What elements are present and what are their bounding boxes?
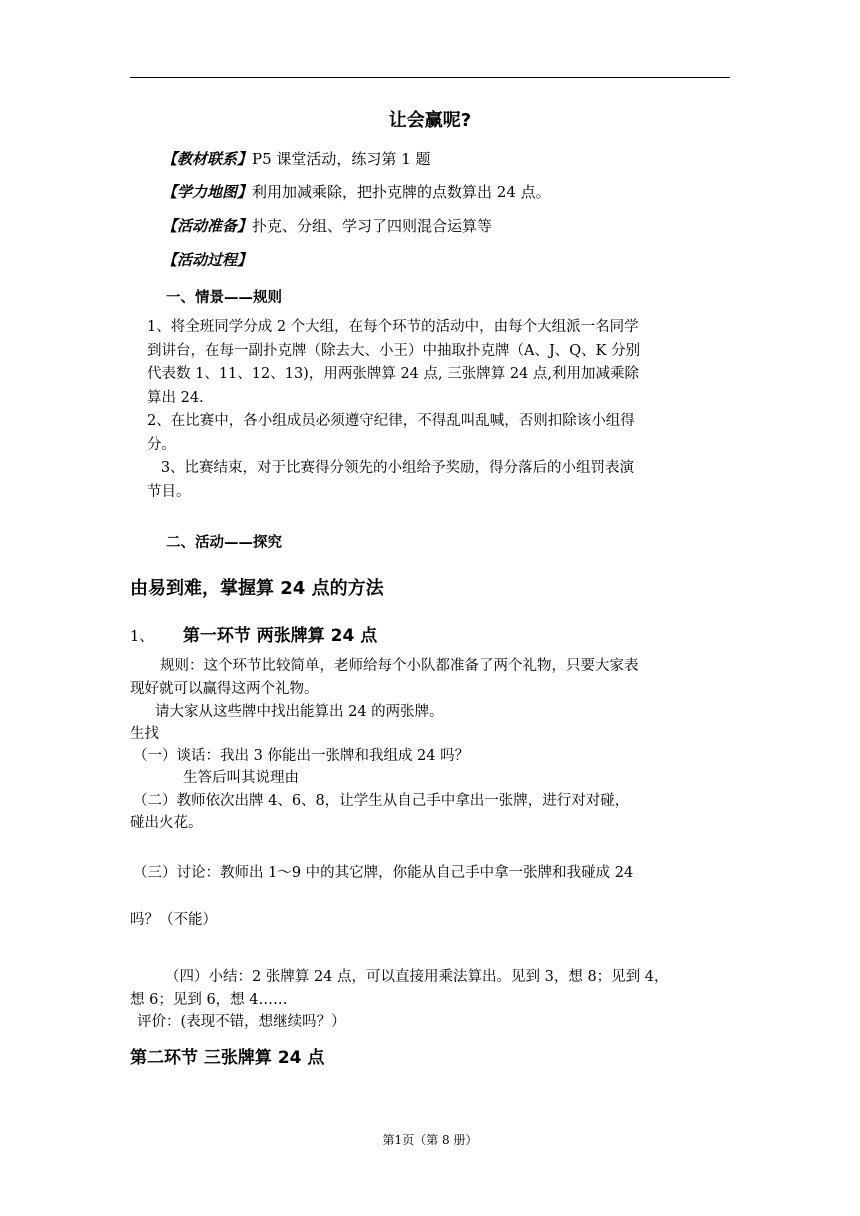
rule-1 <box>147 316 747 410</box>
meta-preparation <box>162 215 492 236</box>
step1-number: 1、 <box>130 629 154 645</box>
meta-process <box>162 249 252 270</box>
meta-tag: 【活动过程】 <box>162 251 253 269</box>
rule-3 <box>147 457 747 504</box>
step1-student-find: 生找 <box>130 726 159 742</box>
section2-subheading: 由易到难，掌握算 24 点的方法 <box>130 578 384 599</box>
rule-line: 代表数 1、11、12、13)，用两张牌算 24 点, 三张牌算 24 点,利用加减乘除 <box>147 366 640 382</box>
step1-summary-cont: 想 6；见到 6，想 4…… <box>130 992 288 1008</box>
meta-learning-map <box>162 181 551 202</box>
step1-talk: （一）谈话：我出 3 你能出一张牌和我组成 24 吗？ <box>133 748 470 764</box>
rule-2 <box>147 410 747 457</box>
meta-tag: 【活动准备】 <box>162 217 253 235</box>
meta-tag: 【学力地图】 <box>162 183 253 201</box>
step1-teacher-cards: （二）教师依次出牌 4、6、8，让学生从自己手中拿出一张牌，进行对对碰， <box>133 793 630 809</box>
page-footer: 第1页（第 8 册） <box>382 1133 478 1147</box>
rule-line: 分。 <box>147 436 176 453</box>
step2-title: 第二环节 三张牌算 24 点 <box>130 1048 325 1068</box>
meta-text: 扑克、分组、学习了四则混合运算等 <box>252 217 493 235</box>
rule-line: 节目。 <box>147 483 191 500</box>
rule-line: 到讲台，在每一副扑克牌（除去大、小王）中抽取扑克牌（A、J、Q、K 分别 <box>147 342 641 359</box>
meta-tag: 【教材联系】 <box>162 150 253 168</box>
meta-textbook-link <box>162 148 431 169</box>
section1-heading: 一、情景——规则 <box>166 290 282 306</box>
step1-talk-followup: 生答后叫其说理由 <box>183 770 299 786</box>
section2-heading: 二、活动——探究 <box>166 535 282 551</box>
meta-text: P5 课堂活动，练习第 1 题 <box>252 150 431 168</box>
header-rule <box>130 77 730 78</box>
step1-summary: （四）小结：2 张牌算 24 点，可以直接用乘法算出。见到 3，想 8；见到 4， <box>165 969 669 985</box>
step1-title: 第一环节 两张牌算 24 点 <box>182 626 378 646</box>
rule-line: 算出 24. <box>147 389 204 406</box>
meta-text: 利用加减乘除，把扑克牌的点数算出 24 点。 <box>252 183 551 201</box>
page-title: 让会赢呢? <box>388 110 472 131</box>
step1-discussion-answer: 吗？（不能） <box>130 912 217 928</box>
rule-line: 1、将全班同学分成 2 个大组，在每个环节的活动中，由每个大组派一名同学 <box>147 319 639 335</box>
step1-rule-line: 规则：这个环节比较简单，老师给每个小队都准备了两个礼物，只要大家表 <box>160 658 639 674</box>
step1-teacher-cards-cont: 碰出火花。 <box>130 815 203 831</box>
step1-discussion: （三）讨论：教师出 1～9 中的其它牌，你能从自己手中拿一张牌和我碰成 24 <box>133 865 634 881</box>
step1-evaluation: 评价：(表现不错，想继续吗？） <box>137 1014 346 1030</box>
step1-instruction: 请大家从这些牌中找出能算出 24 的两张牌。 <box>155 704 444 720</box>
rule-line: 2、在比赛中，各小组成员必须遵守纪律，不得乱叫乱喊，否则扣除该小组得 <box>147 413 635 429</box>
rule-line: 3、比赛结束，对于比赛得分领先的小组给予奖励，得分落后的小组罚表演 <box>147 460 635 476</box>
step1-rule-line: 现好就可以赢得这两个礼物。 <box>130 681 319 697</box>
step1-heading <box>130 621 377 650</box>
